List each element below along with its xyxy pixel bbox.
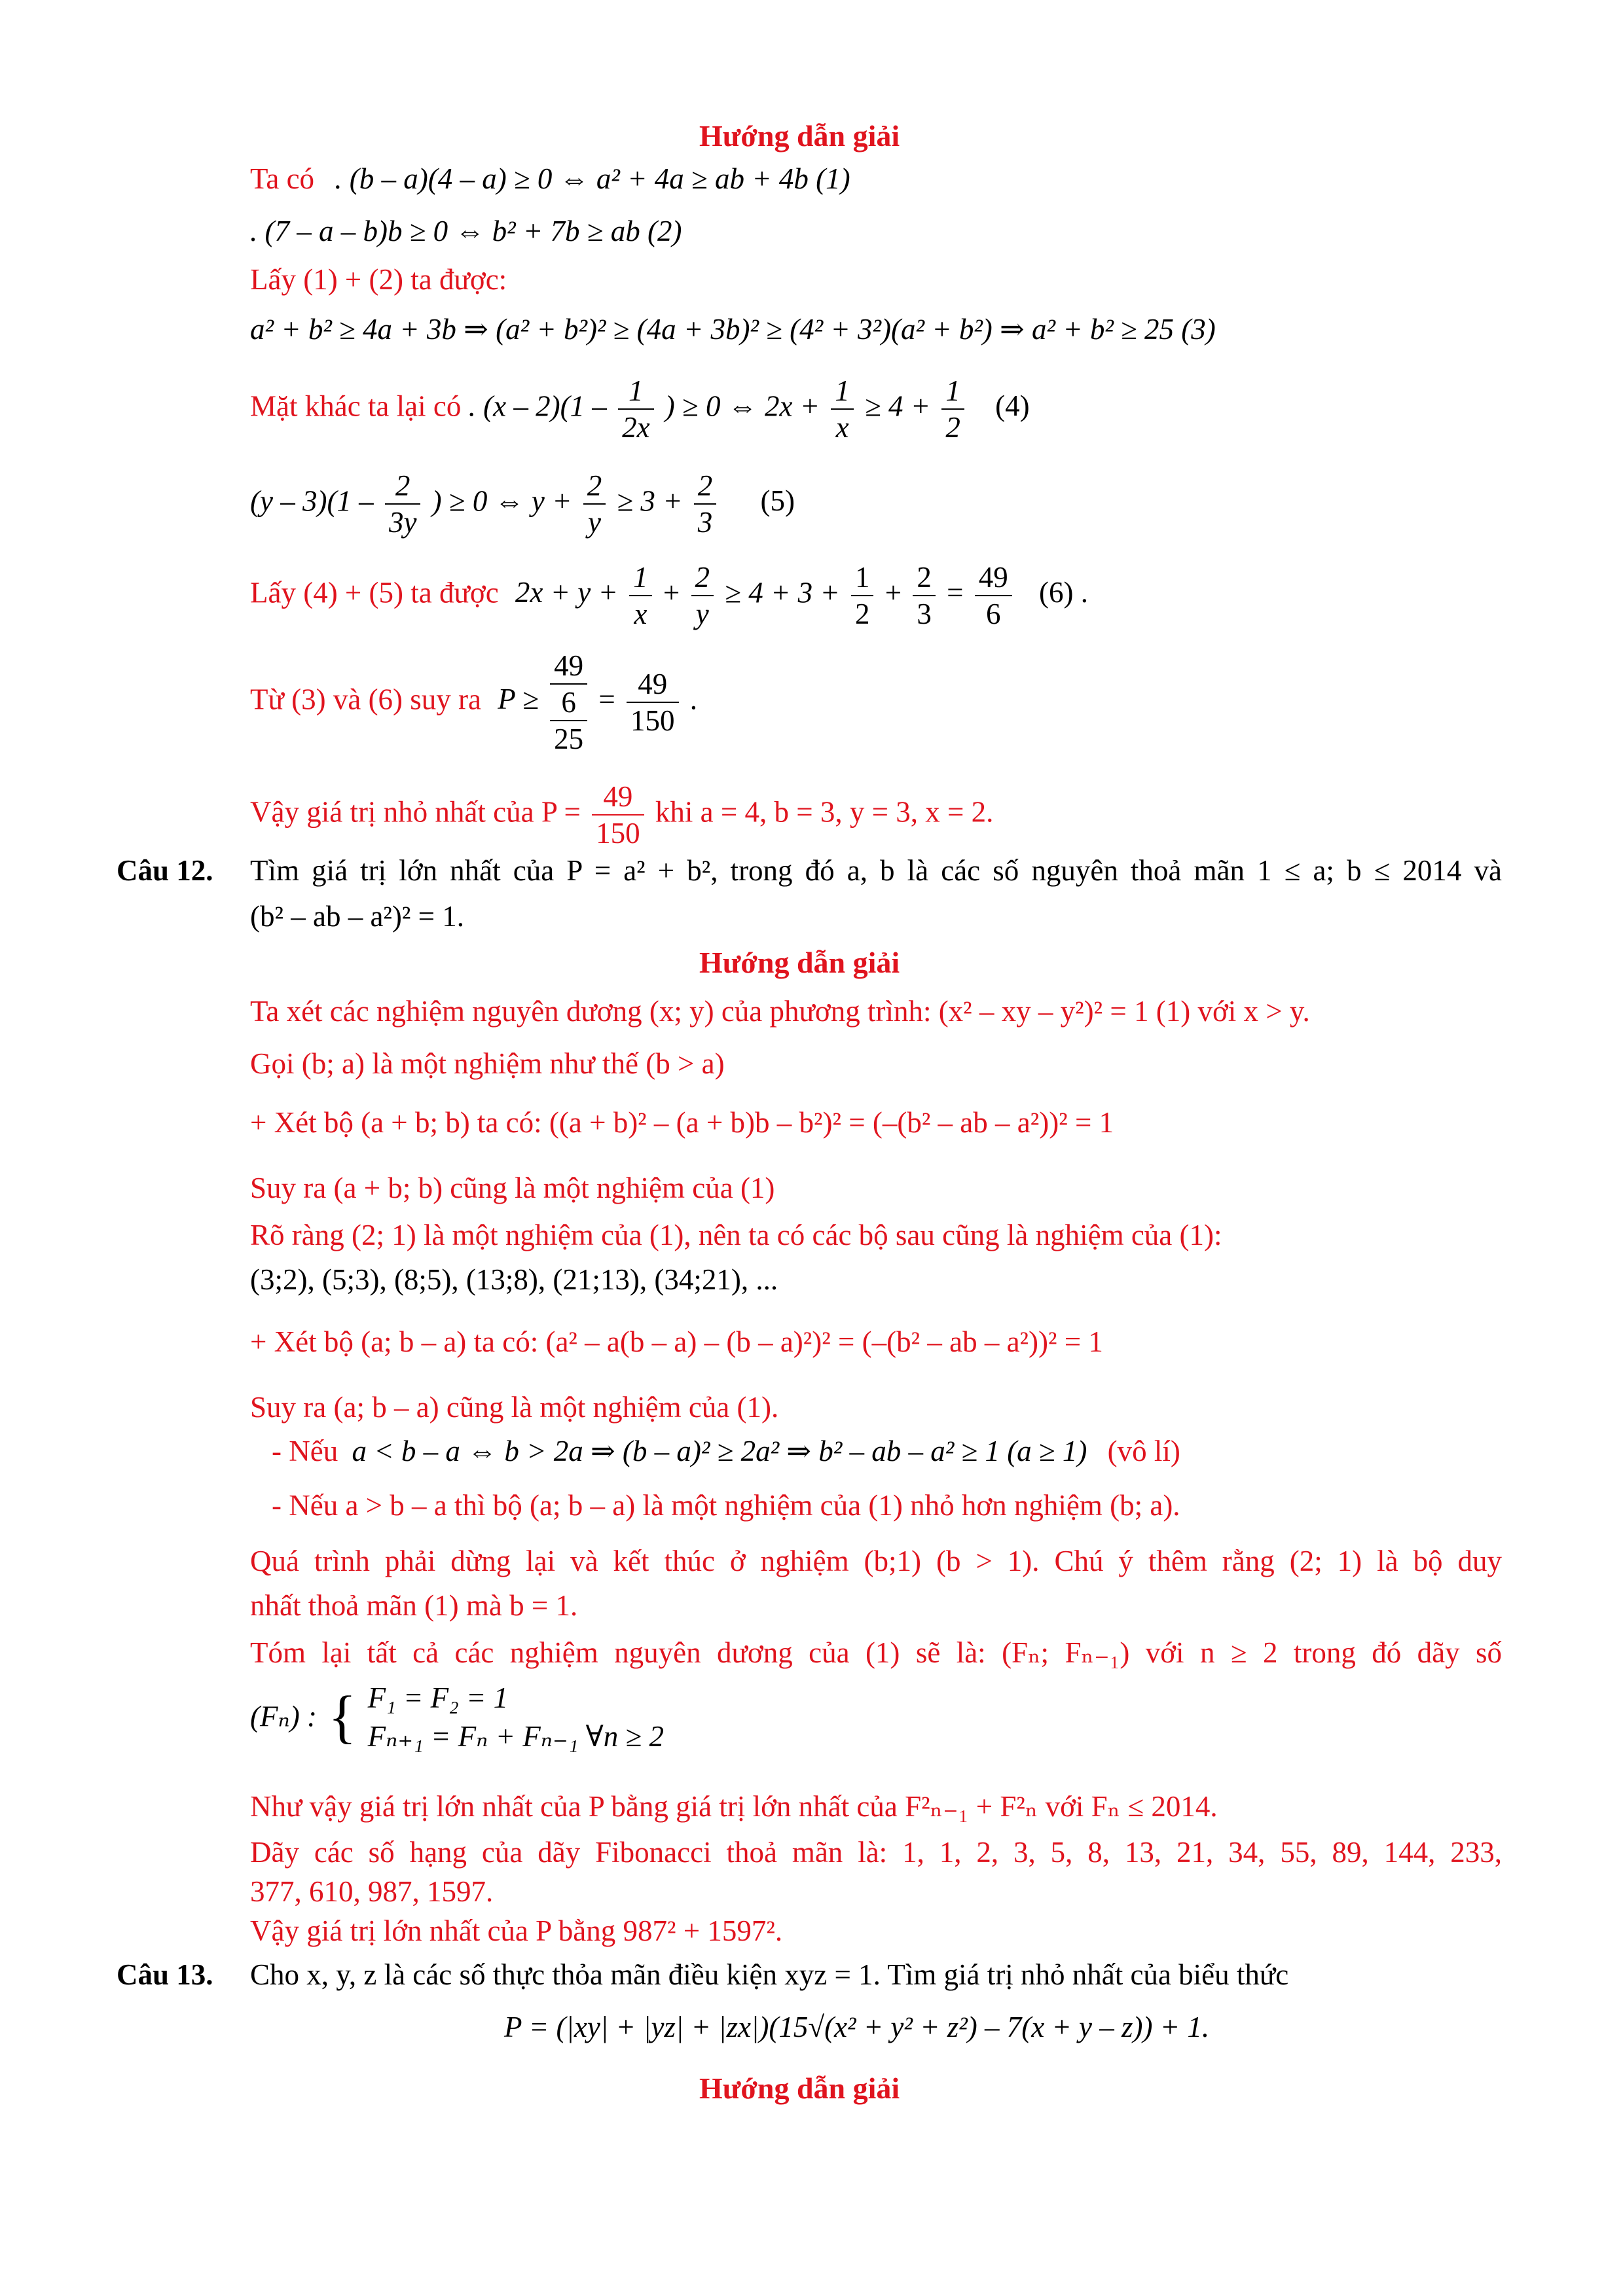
solution-12-line-10: - Nếu a > b – a thì bộ (a; b – a) là một nghiệm của (1) nhỏ hơn nghiệm (b; a). — [272, 1489, 1180, 1522]
fraction: $\frac{2}{3}$ — [694, 468, 717, 540]
solution-12-line-13: Tóm lại tất cả các nghiệm nguyên dương của (1) sẽ là: (Fₙ; Fₙ₋₁) với n ≥ 2 trong đó dãy số — [250, 1636, 1502, 1669]
solution-heading: Hướng dẫn giải — [699, 119, 900, 152]
fraction: $\frac{49}{6}$ — [975, 560, 1012, 632]
solution-12-line-9: - Nếu a < b – a ⇔ b > 2a ⇒ (b – a)² ≥ 2a² ⇒ b² – ab – a² ≥ 1 (a ≥ 1) (vô lí) — [272, 1435, 1180, 1467]
solution-12-line-11: Quá trình phải dừng lại và kết thúc ở nghiệm (b;1) (b > 1). Chú ý thêm rằng (2; 1) là bộ duy — [250, 1545, 1502, 1577]
solution-line-2: . (7 – a – b)b ≥ 0 ⇔ b² + 7b ≥ ab (2) — [250, 215, 682, 247]
solution-line-7: Lấy (4) + (5) ta được 2x + y + $\frac{1}{x}$ + $\frac{2}{y}$ ≥ 4 + 3 + $\frac{1}{2}$ + $\frac{2}{3}$ = $\frac{49}{6}$ (6) . — [250, 561, 1088, 630]
fraction: $\frac{1}{x}$ — [831, 373, 854, 445]
question-12-text-2: (b² – ab – a²)² = 1. — [250, 900, 465, 933]
fraction: $\frac{2}{y}$ — [691, 560, 714, 632]
solution-12-line-8: Suy ra (a; b – a) cũng là một nghiệm của (1). — [250, 1391, 779, 1424]
fraction: $\frac{49}{150}$ — [627, 666, 679, 738]
question-13-text-1: Cho x, y, z là các số thực thỏa mãn điều kiện xyz = 1. Tìm giá trị nhỏ nhất của biểu thức — [250, 1958, 1289, 1991]
fraction: $\frac{1}{2x}$ — [618, 373, 653, 445]
solution-heading: Hướng dẫn giải — [699, 2072, 900, 2105]
question-13-formula: P = (|xy| + |yz| + |zx|)(15√(x² + y² + z²) – 7(x + y – z)) + 1. — [504, 2011, 1210, 2043]
solution-line-9: Vậy giá trị nhỏ nhất của P = $\frac{49}{150}$ khi a = 4, b = 3, y = 3, x = 2. — [250, 780, 994, 850]
solution-12-line-7: + Xét bộ (a; b – a) ta có: (a² – a(b – a) – (b – a)²)² = (–(b² – ab – a²))² = 1 — [250, 1325, 1103, 1358]
solution-line-5: Mặt khác ta lại có . (x – 2)(1 – $\frac{1}{2x}$ ) ≥ 0 ⇔ 2x + $\frac{1}{x}$ ≥ 4 + $\frac{1}{2}$ (4) — [250, 374, 1030, 444]
fraction: $\frac{1}{2}$ — [851, 560, 874, 632]
solution-12-line-6: (3;2), (5;3), (8;5), (13;8), (21;13), (34;21), ... — [250, 1263, 778, 1296]
question-12-label: Câu 12. — [117, 854, 213, 887]
solution-12-line-12: nhất thoả mãn (1) mà b = 1. — [250, 1589, 578, 1622]
solution-12-line-17: 377, 610, 987, 1597. — [250, 1875, 494, 1908]
solution-12-line-18: Vậy giá trị lớn nhất của P bằng 987² + 1597². — [250, 1914, 783, 1947]
solution-line-1: Ta có . (b – a)(4 – a) ≥ 0 ⇔ a² + 4a ≥ ab + 4b (1) — [250, 162, 850, 195]
fraction: $\frac{2}{3y}$ — [385, 468, 420, 540]
brace: { — [328, 1684, 357, 1749]
solution-heading: Hướng dẫn giải — [699, 946, 900, 979]
fraction: $\frac{49}{150}$ — [592, 779, 644, 851]
question-12-text-1: Tìm giá trị lớn nhất của P = a² + b², trong đó a, b là các số nguyên thoả mãn 1 ≤ a; b ≤ 2014 và — [250, 854, 1502, 887]
solution-12-line-2: Gọi (b; a) là một nghiệm như thế (b > a) — [250, 1047, 725, 1080]
question-13-label: Câu 13. — [117, 1958, 213, 1991]
solution-12-line-5: Rõ ràng (2; 1) là một nghiệm của (1), nên ta có các bộ sau cũng là nghiệm của (1): — [250, 1219, 1222, 1251]
fraction: $\frac{2}{y}$ — [583, 468, 606, 540]
solution-line-6: (y – 3)(1 – $\frac{2}{3y}$ ) ≥ 0 ⇔ y + $\frac{2}{y}$ ≥ 3 + $\frac{2}{3}$ (5) — [250, 469, 795, 539]
solution-12-line-15: Như vậy giá trị lớn nhất của P bằng giá trị lớn nhất của F²ₙ₋₁ + F²ₙ với Fₙ ≤ 2014. — [250, 1790, 1218, 1823]
fibonacci-definition: (Fₙ) : { F₁ = F₂ = 1 Fₙ₊₁ = Fₙ + Fₙ₋₁ ∀n ≥ 2 — [250, 1681, 664, 1753]
solution-line-4: a² + b² ≥ 4a + 3b ⇒ (a² + b²)² ≥ (4a + 3b)² ≥ (4² + 3²)(a² + b²) ⇒ a² + b² ≥ 25 (3) — [250, 313, 1216, 346]
solution-12-line-3: + Xét bộ (a + b; b) ta có: ((a + b)² – (a + b)b – b²)² = (–(b² – ab – a²))² = 1 — [250, 1106, 1114, 1139]
solution-12-line-4: Suy ra (a + b; b) cũng là một nghiệm của (1) — [250, 1172, 775, 1204]
solution-line-3: Lấy (1) + (2) ta được: — [250, 263, 507, 296]
solution-line-8: Từ (3) và (6) suy ra P ≥ 49 6 25 = $\frac{49}{150}$ . — [250, 649, 698, 755]
solution-12-line-16: Dãy các số hạng của dãy Fibonacci thoả mãn là: 1, 1, 2, 3, 5, 8, 13, 21, 34, 55, 89, 144, 233, — [250, 1836, 1502, 1869]
fraction: $\frac{1}{2}$ — [941, 373, 964, 445]
fraction: $\frac{2}{3}$ — [913, 560, 936, 632]
fraction: $\frac{1}{x}$ — [629, 560, 652, 632]
solution-12-line-1: Ta xét các nghiệm nguyên dương (x; y) của phương trình: (x² – xy – y²)² = 1 (1) với x > y. — [250, 995, 1310, 1028]
compound-fraction: 49 6 25 — [550, 648, 587, 757]
